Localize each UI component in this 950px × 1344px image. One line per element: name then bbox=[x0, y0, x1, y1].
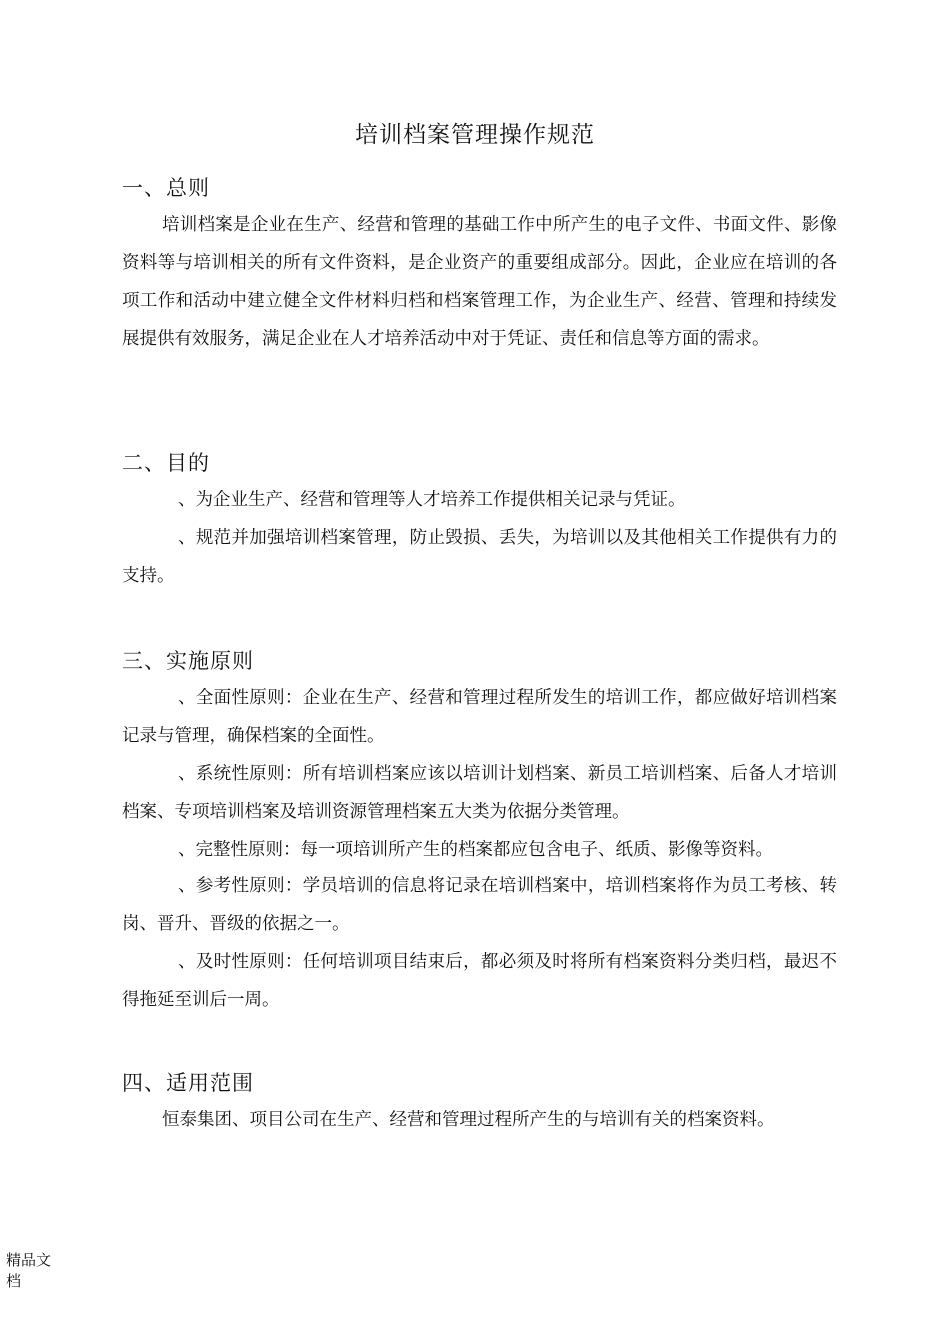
footer-watermark bbox=[6, 1250, 66, 1292]
scope-paragraph: 恒泰集团、项目公司在生产、经营和管理过程所产生的与培训有关的档案资料。 bbox=[162, 1110, 775, 1130]
principle-item-timeliness: 、及时性原则：任何培训项目结束后，都必须及时将所有档案资料分类归档，最迟不得拖延至训后一周。 bbox=[122, 952, 837, 1010]
section-general-paragraph: 培训档案是企业在生产、经营和管理的基础工作中所产生的电子文件、书面文件、影像资料等与培训相关的所有文件资料，是企业资产的重要组成部分。因此，企业应在培训的各项工作和活动中建立健全文件材料归档和档案管理工作，为企业生产、经营、管理和持续发展提供有效服务，满足企业在人才培养活动中对于凭证、责任和信息等方面的需求。 bbox=[122, 215, 837, 349]
footer-line-2: 档 bbox=[6, 1272, 22, 1290]
principle-item-comprehensive: 、全面性原则：企业在生产、经营和管理过程所发生的培训工作，都应做好培训档案记录与管理，确保档案的全面性。 bbox=[122, 688, 837, 746]
principle-item-systematic: 、系统性原则：所有培训档案应该以培训计划档案、新员工培训档案、后备人才培训档案、专项培训档案及培训资源管理档案五大类为依据分类管理。 bbox=[122, 764, 837, 822]
section-heading-general: 一、总则 bbox=[122, 176, 210, 200]
document-title: 培训档案管理操作规范 bbox=[355, 122, 595, 148]
footer-line-1: 精品文 bbox=[6, 1251, 52, 1269]
principle-item-reference: 、参考性原则：学员培训的信息将记录在培训档案中，培训档案将作为员工考核、转岗、晋升、晋级的依据之一。 bbox=[122, 876, 837, 934]
section-heading-scope: 四、适用范围 bbox=[122, 1071, 254, 1095]
principle-item-completeness: 、完整性原则：每一项培训所产生的档案都应包含电子、纸质、影像等资料。 bbox=[178, 840, 773, 860]
purpose-item-2: 、规范并加强培训档案管理，防止毁损、丢失，为培训以及其他相关工作提供有力的支持。 bbox=[122, 528, 837, 586]
section-heading-principles: 三、实施原则 bbox=[122, 649, 254, 673]
section-heading-purpose: 二、目的 bbox=[122, 451, 210, 475]
purpose-item-1: 、为企业生产、经营和管理等人才培养工作提供相关记录与凭证。 bbox=[178, 490, 686, 510]
